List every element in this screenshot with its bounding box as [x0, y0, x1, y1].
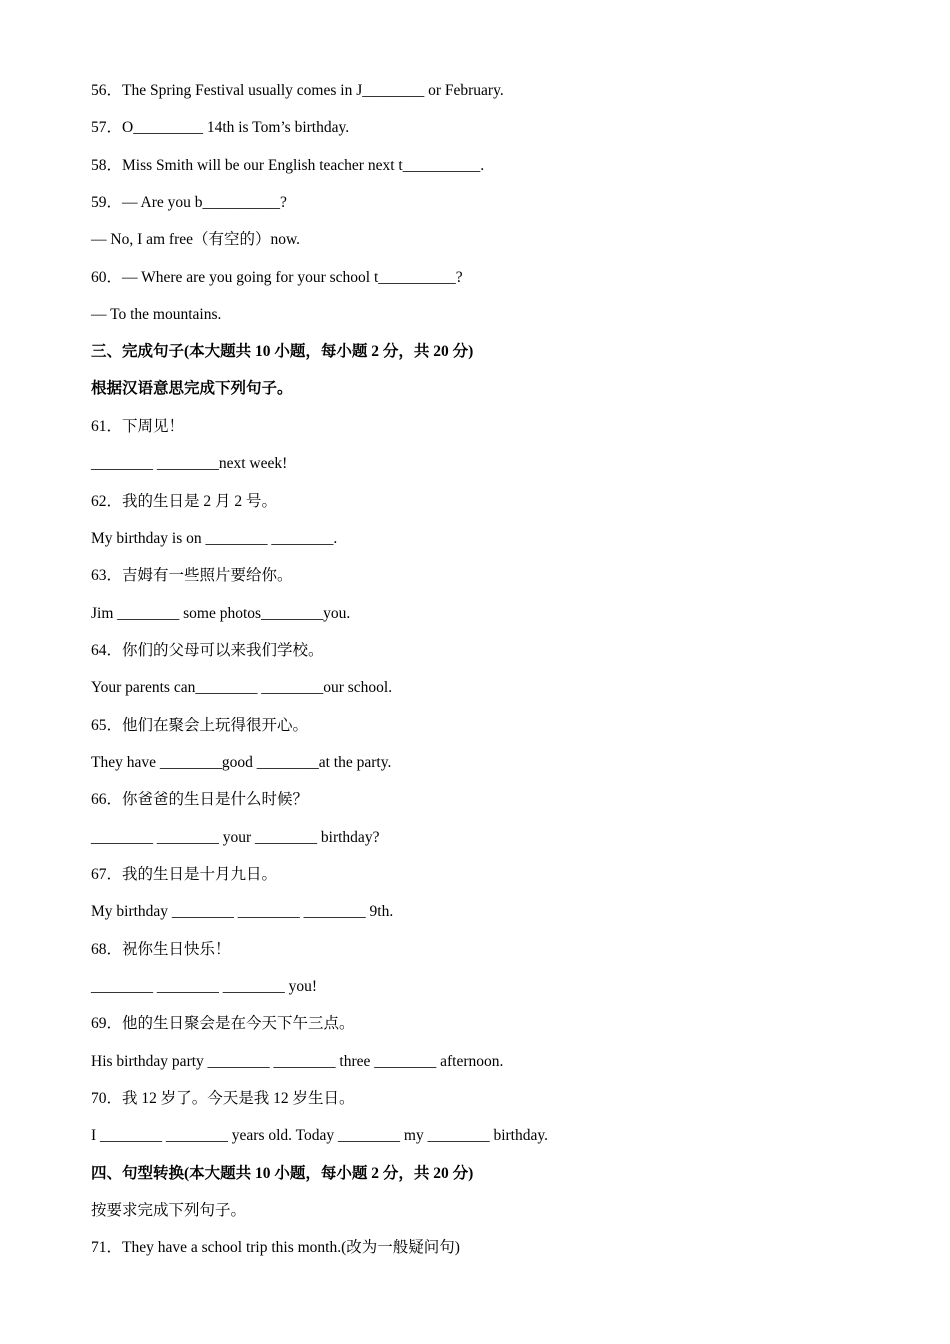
question-63-prompt: 63．吉姆有一些照片要给你。	[91, 567, 293, 584]
question-61-blank: ________ ________next week!	[91, 455, 288, 472]
question-67-prompt: 67．我的生日是十月九日。	[91, 866, 278, 883]
question-64-blank: Your parents can________ ________our school.	[91, 679, 393, 696]
question-59-reply: — No, I am free（有空的）now.	[91, 231, 301, 248]
question-64-prompt: 64．你们的父母可以来我们学校。	[91, 642, 324, 659]
question-58: 58．Miss Smith will be our English teacher next t__________.	[91, 157, 485, 174]
question-67-blank: My birthday ________ ________ ________ 9th.	[91, 903, 394, 920]
question-61-prompt: 61．下周见！	[91, 418, 185, 435]
section-3-heading: 三、完成句子(本大题共 10 小题，每小题 2 分，共 20 分)	[91, 343, 474, 360]
question-65-prompt: 65．他们在聚会上玩得很开心。	[91, 717, 309, 734]
question-60: 60．— Where are you going for your school t__________?	[91, 269, 463, 286]
question-65-blank: They have ________good ________at the party.	[91, 754, 392, 771]
question-70-blank: I ________ ________ years old. Today ________ my ________ birthday.	[91, 1127, 548, 1144]
question-62-blank: My birthday is on ________ ________.	[91, 530, 338, 547]
question-63-blank: Jim ________ some photos________you.	[91, 605, 351, 622]
question-59: 59．— Are you b__________?	[91, 194, 287, 211]
question-56: 56．The Spring Festival usually comes in J________ or February.	[91, 82, 504, 99]
question-68-prompt: 68．祝你生日快乐！	[91, 941, 231, 958]
question-68-blank: ________ ________ ________ you!	[91, 978, 318, 995]
question-69-blank: His birthday party ________ ________ three ________ afternoon.	[91, 1053, 504, 1070]
question-60-reply: — To the mountains.	[91, 306, 222, 323]
question-62-prompt: 62．我的生日是 2 月 2 号。	[91, 493, 278, 510]
section-4-heading: 四、句型转换(本大题共 10 小题，每小题 2 分，共 20 分)	[91, 1165, 474, 1182]
question-66-blank: ________ ________ your ________ birthday?	[91, 829, 380, 846]
question-57: 57．O_________ 14th is Tom’s birthday.	[91, 119, 350, 136]
section-4-instruction: 按要求完成下列句子。	[91, 1202, 247, 1219]
question-70-prompt: 70．我 12 岁了。今天是我 12 岁生日。	[91, 1090, 355, 1107]
question-71: 71．They have a school trip this month.(改为一般疑问句)	[91, 1239, 460, 1256]
question-69-prompt: 69．他的生日聚会是在今天下午三点。	[91, 1015, 355, 1032]
section-3-instruction: 根据汉语意思完成下列句子。	[91, 380, 293, 397]
question-66-prompt: 66．你爸爸的生日是什么时候？	[91, 791, 309, 808]
